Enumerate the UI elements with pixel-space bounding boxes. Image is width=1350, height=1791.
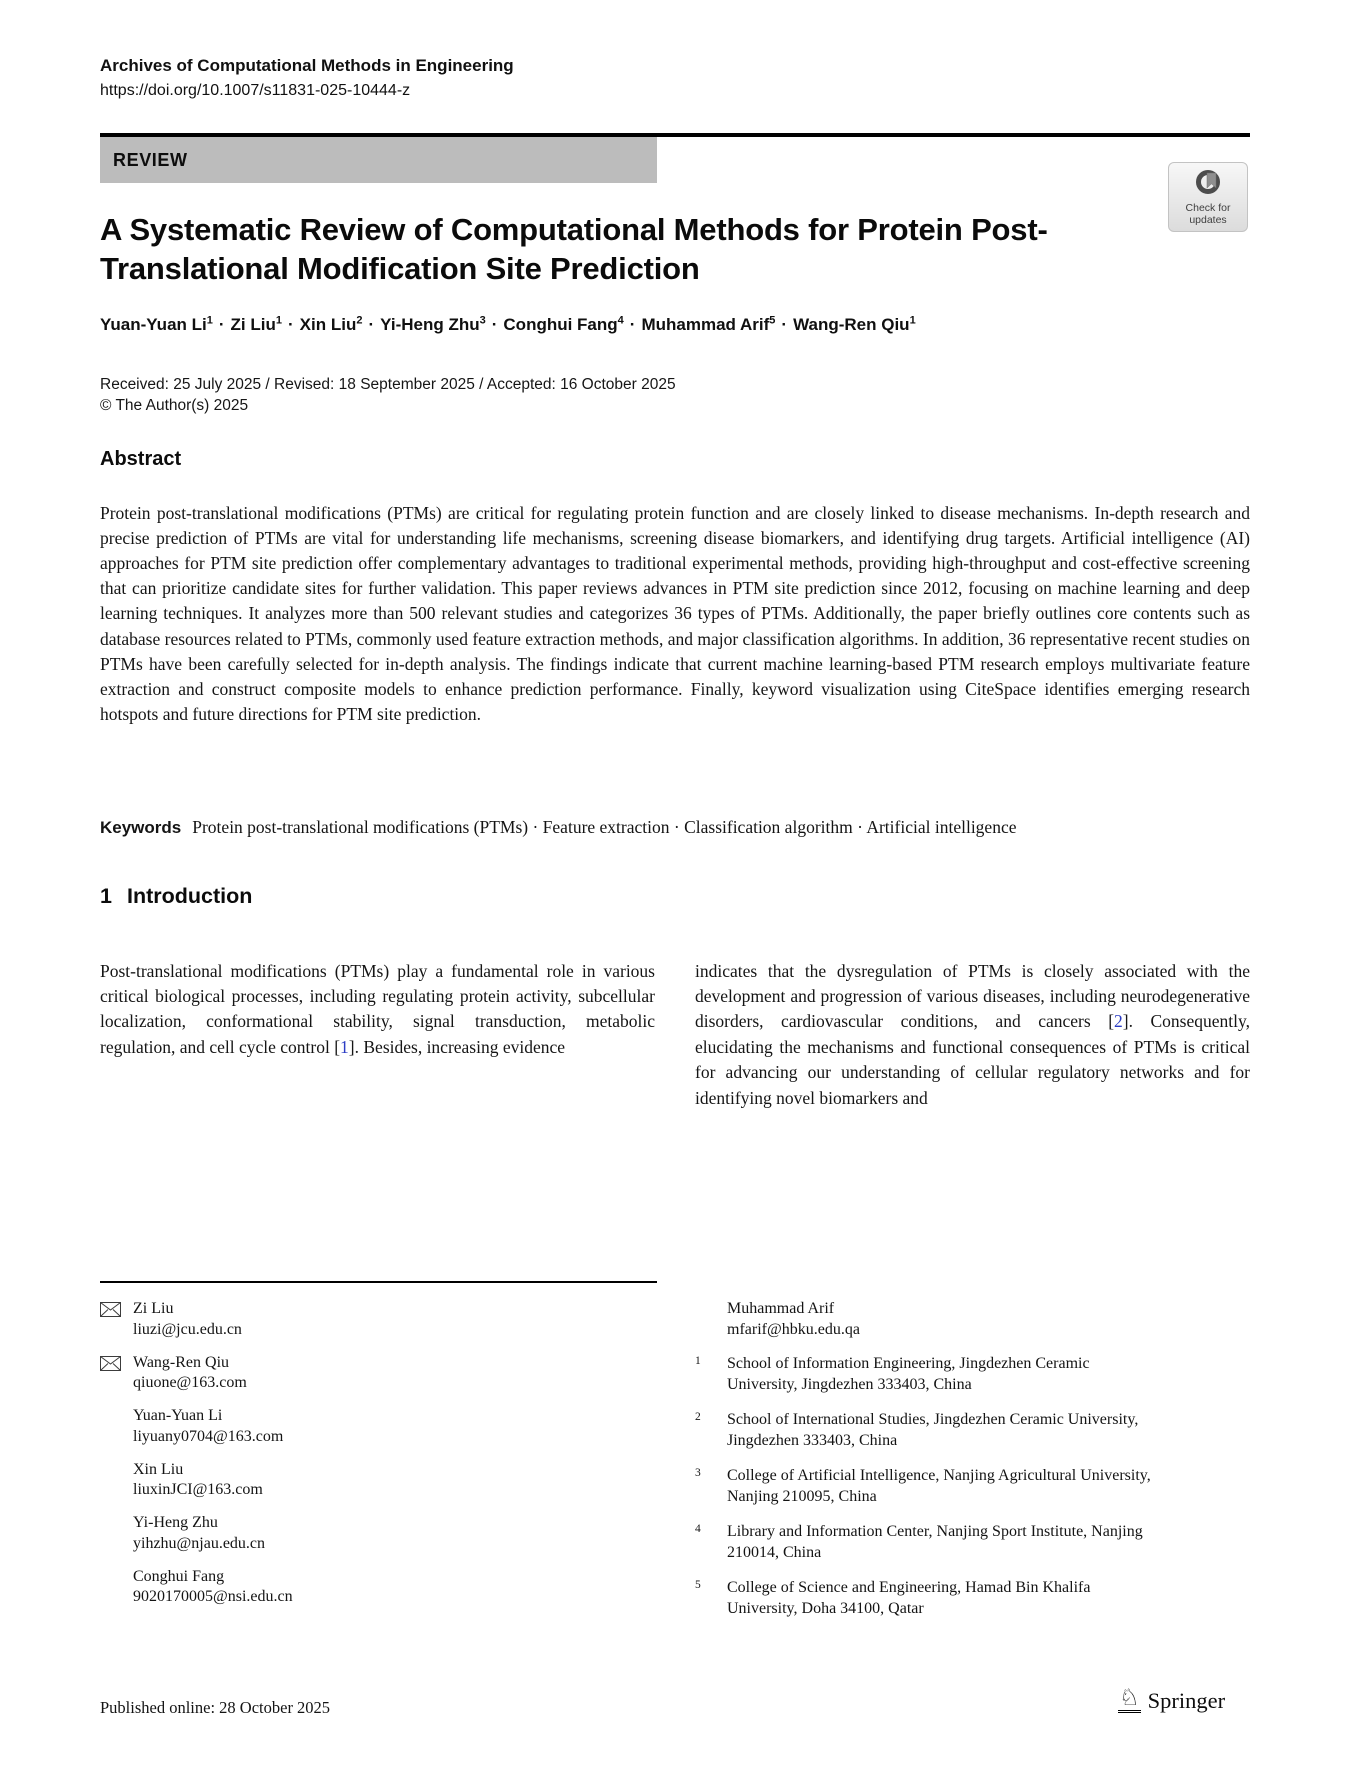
affiliation-text: School of Information Engineering, Jingdezhen Ceramic University, Jingdezhen 333403, China (727, 1355, 1090, 1393)
title-line-2: Translational Modification Site Prediction (100, 251, 700, 286)
affiliation-text: College of Science and Engineering, Hamad Bin Khalifa University, Doha 34100, Qatar (727, 1579, 1091, 1617)
keywords-text: Protein post-translational modifications (PTMs) · Feature extraction · Classification algorithm · Artificial intelligence (192, 816, 1017, 837)
masthead (100, 56, 514, 100)
springer-horse-icon: ♘ (1118, 1686, 1141, 1713)
footnote-rule (100, 1281, 657, 1283)
citation-ref-1[interactable]: 1 (340, 1036, 349, 1057)
citation-ref-2[interactable]: 2 (1114, 1011, 1123, 1032)
contact-name: Wang-Ren Qiu (133, 1353, 230, 1371)
author-separator: · (491, 315, 498, 334)
keywords-label: Keywords (100, 817, 182, 837)
affiliation-number: 5 (695, 1579, 701, 1591)
author-separator: · (781, 315, 788, 334)
author: Yi-Heng Zhu$^3$ (380, 314, 486, 334)
contact-name: Muhammad Arif (727, 1300, 835, 1317)
article-type-label: REVIEW (113, 149, 188, 170)
author: Wang-Ren Qiu$^1$ (793, 314, 916, 334)
abstract-text: Protein post-translational modifications (PTMs) are critical for regulating protein function and are closely linked to disease mechanisms. In-depth research and precise prediction of PTMs are vital for understanding life mechanisms, screening disease biomarkers, and identifying drug targets. Artificial intelligence (AI) approaches for PTM site prediction offer complementary advantages to traditional experimental methods, providing high-throughput and cost-effective screening that can prioritize candidate sites for further validation. This paper reviews advances in PTM site prediction since 2012, focusing on machine learning and deep learning techniques. It analyzes more than 500 relevant studies and categorizes 36 types of PTMs. Additionally, the paper briefly outlines core contents such as database resources related to PTMs, commonly used feature extraction methods, and major classification algorithms. In addition, 36 representative recent studies on PTMs have been carefully selected for in-depth analysis. The findings indicate that current machine learning-based PTM research employs multivariate feature extraction and construct composite models to enhance prediction performance. Finally, keyword visualization using CiteSpace identifies emerging research hotspots and future directions for PTM site prediction. (100, 502, 1250, 725)
affiliation (695, 1522, 1165, 1563)
check-for-updates-label: Check for updates (1185, 202, 1231, 226)
email-icon (100, 1299, 133, 1340)
author-contact (100, 1406, 620, 1447)
affiliation-number: 2 (695, 1411, 701, 1423)
affiliation-text: School of International Studies, Jingdezhen Ceramic University, Jingdezhen 333403, China (727, 1411, 1139, 1449)
author-contact (100, 1460, 620, 1501)
contact-name: Xin Liu (133, 1460, 184, 1478)
abstract-heading: Abstract (100, 448, 182, 470)
contact-email[interactable]: liyuany0704@163.com (133, 1427, 284, 1445)
affiliation (695, 1466, 1165, 1507)
affiliation-number: 3 (695, 1467, 701, 1479)
page-title (100, 210, 1250, 288)
contact-name: Yuan-Yuan Li (133, 1407, 223, 1424)
contact-email[interactable]: liuzi@jcu.edu.cn (133, 1320, 242, 1338)
affiliation (695, 1578, 1165, 1619)
published-online: Published online: 28 October 2025 (100, 1698, 331, 1717)
author: Zi Liu$^1$ (230, 314, 282, 334)
affiliation-list (695, 1354, 1165, 1634)
email-icon (100, 1353, 133, 1394)
contact-email[interactable]: mfarif@hbku.edu.qa (727, 1320, 860, 1338)
contact-name: Zi Liu (133, 1300, 174, 1317)
author-contact (100, 1513, 620, 1554)
contact-name: Yi-Heng Zhu (133, 1514, 218, 1531)
article-history (100, 374, 676, 416)
springer-logo (1118, 1686, 1225, 1713)
author-separator: · (368, 315, 375, 334)
body-column-left: Post-translational modifications (PTMs) play a fundamental role in various critical biological processes, including regulating protein activity, subcellular localization, conformational stability, signal transduction, metabolic regulation, and cell cycle control [1]. Besides, increasing evidence (100, 960, 655, 1057)
section-number: 1 (100, 884, 112, 908)
keywords-line (100, 815, 1250, 840)
crossmark-icon (1194, 168, 1222, 201)
author-list (100, 315, 1250, 335)
author: Xin Liu$^2$ (299, 314, 363, 334)
author: Yuan-Yuan Li$^1$ (100, 314, 213, 334)
author-separator: · (629, 315, 636, 334)
contact-email[interactable]: qiuone@163.com (133, 1374, 247, 1391)
section-heading-introduction (100, 884, 252, 909)
affiliation-number: 4 (695, 1523, 701, 1535)
journal-name: Archives of Computational Methods in Engineering (100, 56, 514, 75)
copyright-line: © The Author(s) 2025 (100, 397, 249, 414)
author: Muhammad Arif$^5$ (641, 314, 776, 334)
affiliation (695, 1354, 1165, 1395)
author-contact (100, 1567, 620, 1608)
publisher-name: Springer (1147, 1688, 1226, 1713)
author-separator: · (218, 315, 225, 334)
corresponding-author (100, 1299, 620, 1340)
contact-email[interactable]: yihzhu@njau.edu.cn (133, 1534, 266, 1552)
author: Conghui Fang$^4$ (503, 314, 624, 334)
body-column-right: indicates that the dysregulation of PTMs is closely associated with the development and progression of various diseases, including neurodegenerative disorders, cardiovascular conditions, and cancers [2]. Consequently, elucidating the mechanisms and functional consequences of PTMs is critical for advancing our understanding of cellular regulatory networks and for identifying novel biomarkers and (695, 960, 1250, 1108)
affiliation (695, 1410, 1165, 1451)
doi-link[interactable]: https://doi.org/10.1007/s11831-025-10444-z (100, 82, 411, 99)
affiliation-text: College of Artificial Intelligence, Nanjing Agricultural University, Nanjing 210095, China (727, 1467, 1151, 1505)
contact-email[interactable]: 9020170005@nsi.edu.cn (133, 1588, 293, 1605)
affiliation-number: 1 (695, 1355, 701, 1367)
contact-name: Conghui Fang (133, 1567, 225, 1585)
affiliation-text: Library and Information Center, Nanjing Sport Institute, Nanjing 210014, China (727, 1523, 1143, 1561)
article-type-banner (100, 137, 657, 183)
received-revised-accepted: Received: 25 July 2025 / Revised: 18 September 2025 / Accepted: 16 October 2025 (100, 376, 676, 393)
author-separator: · (288, 315, 294, 334)
corresponding-author (100, 1353, 620, 1394)
contact-email[interactable]: liuxinJCI@163.com (133, 1481, 263, 1498)
author-contact (727, 1299, 860, 1340)
title-line-1: A Systematic Review of Computational Methods for Protein Post- (100, 212, 1048, 247)
contact-list-left (100, 1299, 620, 1620)
section-title: Introduction (126, 884, 253, 908)
